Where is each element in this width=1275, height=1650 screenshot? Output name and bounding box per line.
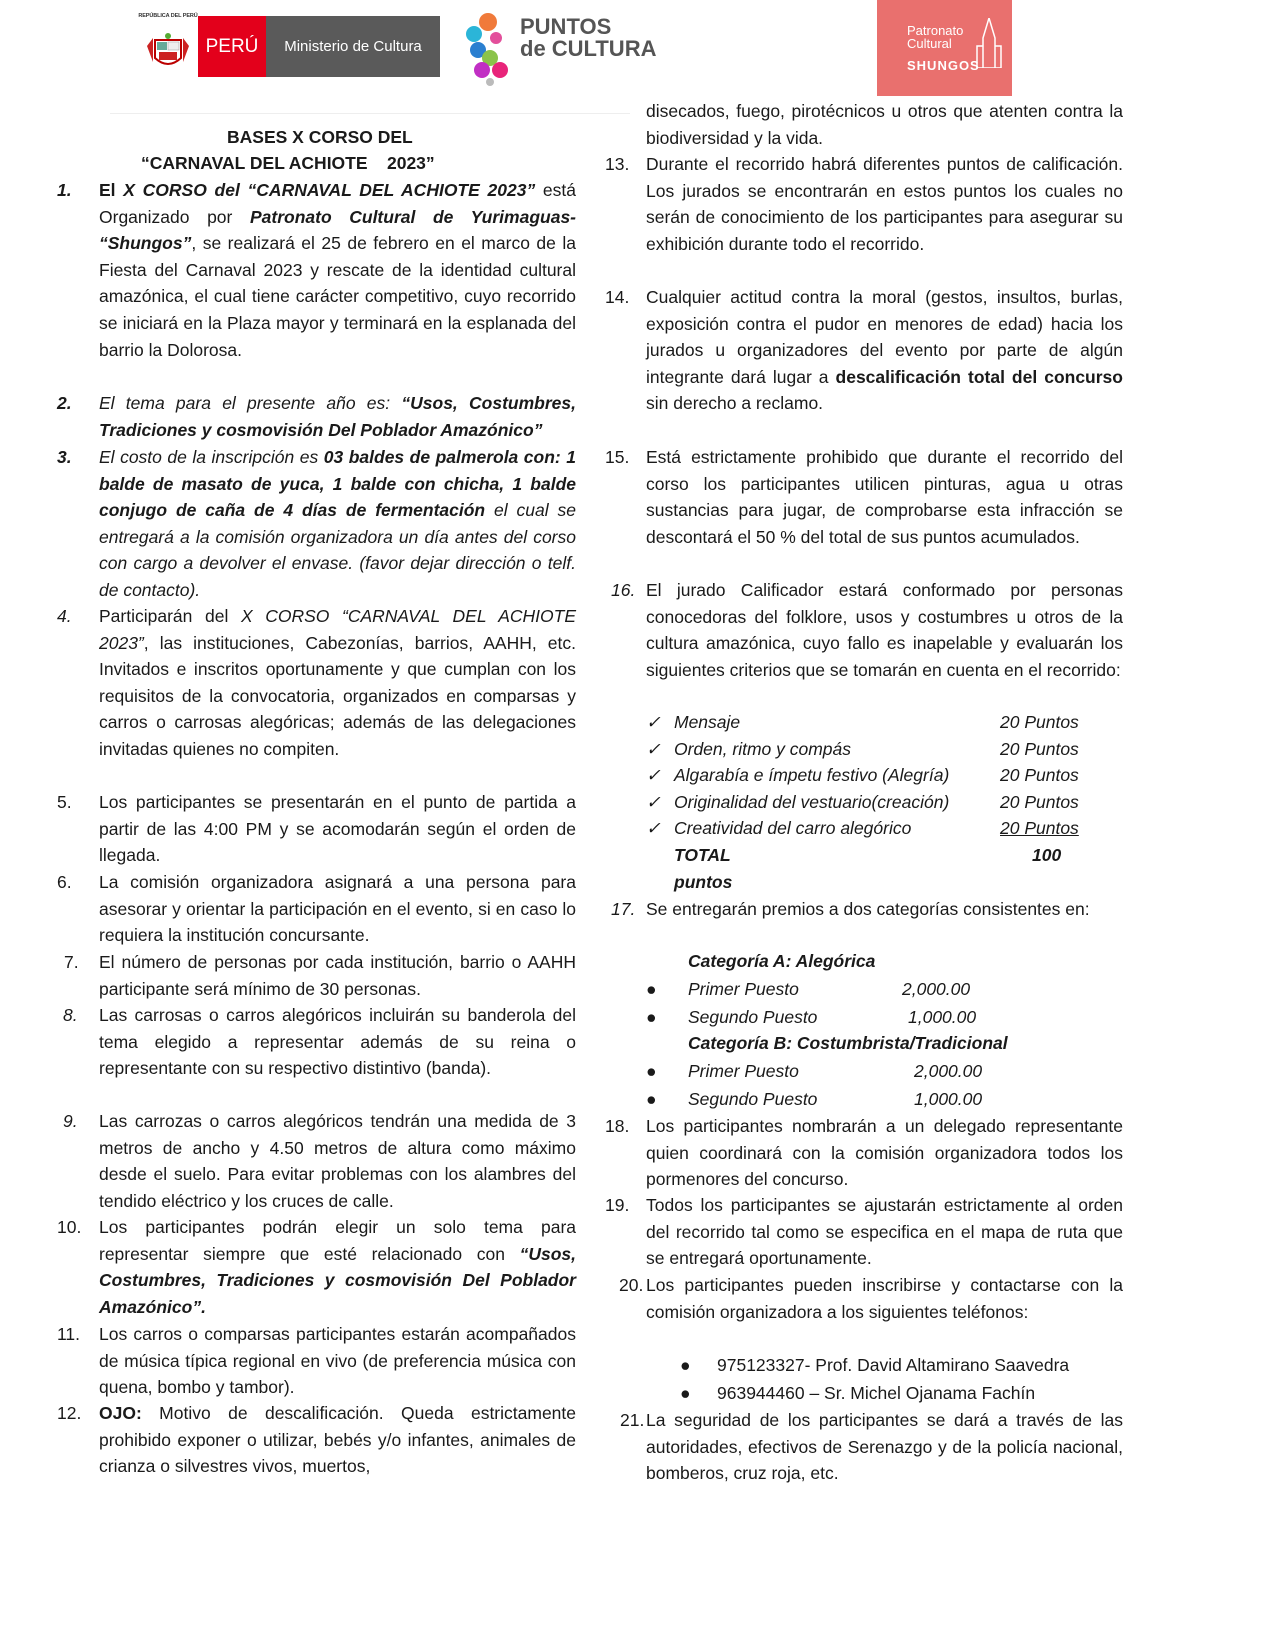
clause-number: 10. [57,1217,82,1237]
clause-text [99,1321,576,1401]
clause-number: 14. [605,287,630,307]
prize-place: Primer Puesto [688,1061,799,1081]
criterion-points: 20 Puntos [1000,791,1079,812]
clause-text [99,869,576,949]
criterion-points: 20 Puntos [1000,765,1079,786]
clause-text [99,444,576,604]
numbered-clause [605,284,1123,417]
numbered-clause [605,1113,1123,1193]
bullet-icon: ● [680,1383,691,1403]
clause-text-segment: El jurado Calificador estará conformado por personas conocedoras del folklore, usos y costumbres u otros de la cultura amazónica, cuyo fallo es inapelable y evaluarán los siguientes criterios que se tomarán en cuenta en el recorrido: [646,580,1123,680]
numbered-clause [605,151,1123,257]
clause-text [99,1214,576,1320]
bullet-icon: ● [646,1089,657,1109]
clause-number: 15. [605,447,630,467]
clause-text-segment: Cualquier actitud contra la moral (gestos, insultos, burlas, exposición contra el pudor en menores de edad) hacia los jurados u organizadores del evento por parte de algún integrante dará lugar a [646,287,1123,387]
clause-text-segment: El costo de la inscripción es [99,447,324,467]
clause-text-segment: , se realizará el 25 de febrero en el marco de la Fiesta del Carnaval 2023 y rescate de la identidad cultural amazónica, el cual tiene carácter competitivo, cuyo recorrido se iniciará en la Plaza mayor y terminará en la esplanada del barrio la Dolorosa. [99,233,576,360]
patronato-shungos-logo: Patronato Cultural SHUNGOS [877,0,1012,96]
numbered-clause [57,949,576,1002]
criterion-label: Originalidad del vestuario(creación) [674,791,950,812]
prize-amount: 2,000.00 [914,1061,983,1081]
prize-place: Segundo Puesto [688,1007,818,1027]
clause-text [99,1108,576,1214]
total-value: 100 [1032,845,1062,865]
clause-text [99,603,576,763]
clause-text-segment: Los participantes podrán elegir un solo tema para representar siempre que esté relacionado con [99,1217,576,1264]
numbered-clause [605,1192,1123,1272]
clause-number: 20. [619,1275,644,1295]
clause-text [646,896,1123,923]
clause-text-segment: Durante el recorrido habrá diferentes puntos de calificación. Los jurados se encontrarán en estos puntos los cuales no serán de conocimiento de los participantes para asegurar su exhibición durante todo el recorrido. [646,154,1123,254]
clause-text [646,1113,1123,1193]
clause-number: 1. [57,180,72,200]
numbered-clause [57,1321,576,1401]
criterion-points: 20 Puntos [1000,738,1079,759]
clause-text [99,949,576,1002]
clause-text [99,789,576,869]
contact-phone: 963944460 – Sr. Michel Ojanama Fachín [717,1383,1036,1403]
numbered-clause [605,98,1123,151]
clause-text-segment: X CORSO del “CARNAVAL DEL ACHIOTE 2023” [123,180,536,200]
clause-text-segment: X CORSO “CARNAVAL DEL ACHIOTE 2023” [99,606,576,653]
clause-text-segment: , las instituciones, Cabezonías, barrios, AAHH, etc. Invitados e inscritos oportunamente y que cumplan con los requisitos de la convocatoria, organizados en comparsas y carros o carrosas alegóricas; además de las delegaciones invitadas quienes no compiten. [99,632,576,759]
clause-text [646,1272,1123,1325]
clause-text-segment: “Usos, Costumbres, Tradiciones y cosmovisión Del Poblador Amazónico”. [99,1243,576,1317]
criterion-points: 20 Puntos [1000,818,1079,839]
clause-text [646,151,1123,257]
numbered-clause [605,1407,1123,1487]
clause-text-segment: Se entregarán premios a dos categorías consistentes en: [646,899,1090,919]
clause-text [646,1407,1123,1487]
clause-text-segment: Los participantes se presentarán en el punto de partida a partir de las 4:00 PM y se acomodarán según el orden de llegada. [99,792,576,866]
prize-place: Segundo Puesto [688,1089,818,1109]
numbered-clause [605,896,1123,923]
clause-text-segment: La seguridad de los participantes se dará a través de las autoridades, efectivos de Serenazgo y de la policía nacional, bomberos, cruz roja, etc. [646,1410,1123,1484]
clause-text-segment: Participarán del [99,606,241,626]
bullet-icon: ● [680,1355,691,1375]
clause-number: 12. [57,1403,82,1423]
clause-text-segment: Patronato Cultural de Yurimaguas- “Shungos” [99,206,576,254]
clause-text-segment: sin derecho a reclamo. [646,393,824,414]
puntos-logo-line2: de CULTURA [520,36,657,61]
numbered-clause [57,789,576,869]
clause-number: 13. [605,154,630,174]
clause-number: 21. [620,1410,645,1430]
numbered-clause [57,1400,576,1480]
clause-text [99,177,576,363]
clause-text-segment: Los carros o comparsas participantes estarán acompañados de música típica regional en vivo (de preferencia música con quena, bombo y tambor). [99,1324,576,1398]
total-unit: puntos [674,872,733,892]
clause-text [646,284,1123,417]
numbered-clause [57,603,576,763]
peru-brand-logo: PERÚ [198,16,266,77]
clause-text-segment: descalificación total del concurso [835,366,1123,387]
clause-text-segment: Los participantes nombrarán a un delegado representante quien coordinará con la comisión organizadora todos los pormenores del concurso. [646,1116,1123,1190]
numbered-clause [605,1272,1123,1325]
doc-title-line1: BASES X CORSO DEL [227,127,413,147]
checkmark-icon: ✓ [646,791,661,812]
clause-number: 16. [611,580,636,600]
criterion-label: Orden, ritmo y compás [674,738,851,759]
clause-text-segment: El [99,180,124,200]
clause-number: 3. [57,447,72,467]
prize-amount: 1,000.00 [914,1089,983,1109]
clause-text-segment: Las carrozas o carros alegóricos tendrán una medida de 3 metros de ancho y 4.50 metros de altura como máximo desde el suelo. Para evitar problemas con los alambres del tendido eléctrico y los cruces de calle. [99,1111,576,1211]
peru-coat-of-arms-logo [143,16,193,76]
contact-phone: 975123327- Prof. David Altamirano Saavedra [717,1355,1070,1375]
numbered-clause [57,177,576,363]
clause-number: 17. [611,899,636,919]
clause-text-segment: La comisión organizadora asignará a una persona para asesorar y orientar la participación en el evento, si en caso lo requiera la institución concursante. [99,872,576,946]
coat-of-arms-caption: REPÚBLICA DEL PERÚ [138,13,198,19]
clause-number: 18. [605,1116,630,1136]
clause-number: 7. [64,952,79,972]
bullet-icon: ● [646,1061,657,1081]
clause-number: 8. [63,1005,78,1025]
doc-title-line2: “CARNAVAL DEL ACHIOTE 2023” [141,153,435,173]
clause-number: 19. [605,1195,630,1215]
clause-text-segment: 03 baldes de palmerola con: 1 balde de masato de yuca, 1 balde con chicha, 1 balde conjugo de caña de 4 días de fermentación [99,447,576,521]
clause-number: 5. [57,792,72,812]
clause-text-segment: El número de personas por cada institución, barrio o AAHH participante será mínimo de 30 personas. [99,952,576,999]
clause-text-segment: está Organizado por [99,180,576,227]
clause-text-segment: Todos los participantes se ajustarán estrictamente al orden del recorrido tal como se especifica en el mapa de ruta que se entregará oportunamente. [646,1195,1123,1269]
prize-category: Categoría B: Costumbrista/Tradicional [688,1033,1008,1053]
numbered-clause [57,1214,576,1320]
numbered-clause [605,577,1123,683]
header-divider [110,113,630,114]
clause-number: 6. [57,872,72,892]
numbered-clause [57,444,576,604]
total-label: TOTAL [674,845,731,865]
numbered-clause [57,869,576,949]
clause-text [646,1192,1123,1272]
clause-text-segment: OJO: [99,1403,142,1423]
bullet-icon: ● [646,1007,657,1027]
clause-text [99,1400,576,1480]
clause-text [99,390,576,443]
criterion-label: Mensaje [674,712,741,732]
numbered-clause [57,390,576,443]
clause-text-segment: Las carrosas o carros alegóricos incluirán su banderola del tema elegido a representar además de su reina o representante con su respectivo distintivo (banda). [99,1005,576,1079]
clause-text-segment: Los participantes pueden inscribirse y contactarse con la comisión organizadora a los siguientes teléfonos: [646,1275,1123,1322]
clause-text-segment: disecados, fuego, pirotécnicos u otros que atenten contra la biodiversidad y la vida. [646,101,1123,148]
checkmark-icon: ✓ [646,738,661,759]
clause-text-segment: Motivo de descalificación. Queda estrictamente prohibido exponer o utilizar, bebés y/o infantes, animales de crianza o silvestres vivos, muertos, [99,1403,576,1477]
checkmark-icon: ✓ [646,818,661,839]
prize-place: Primer Puesto [688,979,799,999]
clause-text [646,444,1123,550]
clause-number: 9. [63,1111,78,1131]
clause-number: 11. [57,1324,81,1344]
clause-number: 2. [57,393,72,413]
clause-text [646,577,1123,683]
criterion-label: Algarabía e ímpetu festivo (Alegría) [674,765,950,786]
criterion-points: 20 Puntos [1000,712,1079,732]
criterion-label: Creatividad del carro alegórico [674,818,912,839]
clause-text-segment: Está estrictamente prohibido que durante el recorrido del corso los participantes utilicen pinturas, agua u otras sustancias para jugar, de comprobarse esta infracción se descontará el 50 % del total de sus puntos acumulados. [646,447,1123,547]
clause-text [99,1002,576,1082]
numbered-clause [605,444,1123,550]
clause-text-segment: El tema para el presente año es: [99,393,402,413]
numbered-clause [57,1108,576,1214]
checkmark-icon: ✓ [646,712,661,732]
checkmark-icon: ✓ [646,765,661,786]
clause-text-segment: “Usos, Costumbres, Tradiciones y cosmovisión Del Poblador Amazónico” [99,393,576,440]
ministerio-cultura-logo: Ministerio de Cultura [266,16,440,77]
clause-text [646,98,1123,151]
prize-category: Categoría A: Alegórica [688,951,876,971]
clause-number: 4. [57,606,72,626]
prize-amount: 1,000.00 [908,1007,977,1027]
puntos-de-cultura-logo [520,16,656,60]
clause-text-segment: el cual se entregará a la comisión organizadora un día antes del corso con cargo a devolver el envase. (favor dejar dirección o telf. de contacto). [99,500,577,600]
prize-amount: 2,000.00 [902,979,971,999]
bullet-icon: ● [646,979,657,999]
numbered-clause [57,1002,576,1082]
puntos-logo-line1: PUNTOS [520,14,612,39]
